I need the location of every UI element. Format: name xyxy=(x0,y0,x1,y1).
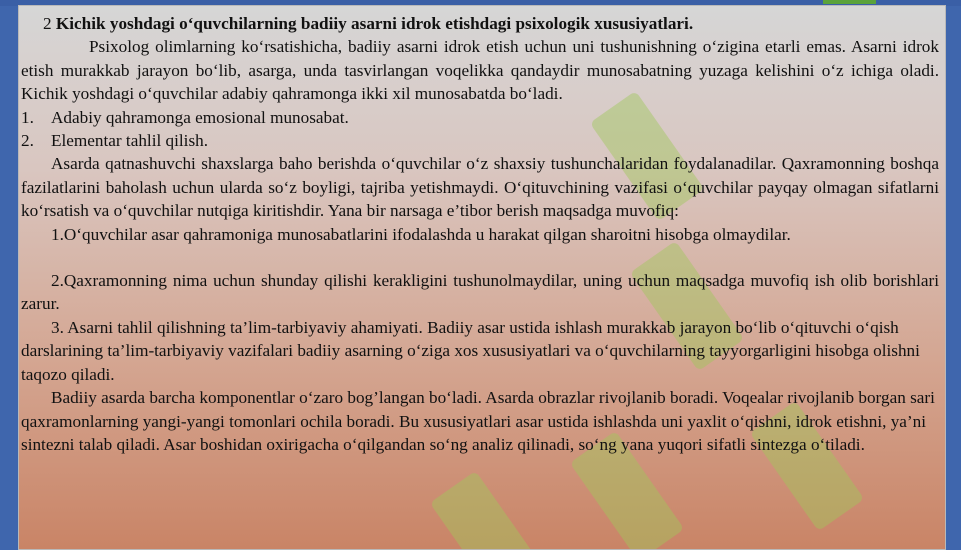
section-title-text: Kichik yoshdagi o‘quvchilarning badiiy asarni idrok etishdagi psixologik xususiyatlari. xyxy=(55,14,694,33)
list-text: Adabiy qahramonga emosional munosabat. xyxy=(51,107,349,127)
paragraph-4: 2.Qaxramonning nima uchun shunday qilishi kerakligini tushunolmaydilar, uning uchun maqsadga muvofiq ish olib borishlari zarur. xyxy=(21,271,939,314)
section-number: 2 xyxy=(43,14,52,33)
paragraph-3: 1.O‘quvchilar asar qahramoniga munosabatlarini ifodalashda u harakat qilgan sharoitni hisobga olmaydilar. xyxy=(51,224,791,244)
list-item xyxy=(21,106,939,129)
paragraph-5: 3. Asarni tahlil qilishning ta’lim-tarbiyaviy ahamiyati. Badiiy asar ustida ishlash murakkab jarayon bo‘lib o‘qituvchi o‘qish darslarining ta’lim-tarbiyaviy vazifalari badiiy asarning o‘ziga xos xususiyatlari va o‘quvchilarning tayyorgarligini hisobga olishni taqozo qiladi. xyxy=(21,317,920,384)
spacer xyxy=(21,246,939,269)
list-number: 1. xyxy=(21,107,34,127)
list-item xyxy=(21,129,939,152)
section-title xyxy=(21,12,939,35)
slide-panel xyxy=(18,5,946,550)
paragraph-1: Psixolog olimlarning ko‘rsatishicha, badiiy asarni idrok etish uchun uni tushunishning o‘zigina etarli emas. Asarni idrok etish murakkab jarayon bo‘lib, asarga, unda tasvirlangan voqelikka qandaydir munosabatning yuzaga kelishini o‘z ichiga oladi. Kichik yoshdagi o‘quvchilar adabiy qahramonga ikki xil munosabatda bo‘ladi. xyxy=(21,37,939,104)
slide-text xyxy=(21,12,939,456)
list-text: Elementar tahlil qilish. xyxy=(51,131,209,151)
paragraph-2: Asarda qatnashuvchi shaxslarga baho berishda o‘quvchilar o‘z shaxsiy tushunchalaridan foydalanadilar. Qaxramonning boshqa fazilatlarini baholash uchun ularda so‘z boyligi, tajriba yetishmaydi. O‘qituvchining vazifasi o‘quvchilar payqay olmagan sifatlarni ko‘rsatish va o‘quvchilar nutqiga kiritishdir. Yana bir narsaga e’tibor berish maqsadga muvofiq: xyxy=(21,154,939,221)
list-number: 2. xyxy=(21,131,34,151)
paragraph-6: Badiiy asarda barcha komponentlar o‘zaro bog’langan bo‘ladi. Asarda obrazlar rivojlanib boradi. Voqealar rivojlanib borgan sari qaxramonlarning yangi-yangi tomonlari ochila boradi. Bu xususiyatlari asar ustida ishlashda uni yaxlit o‘qishni, idrok etishni, ya’ni sintezni talab qiladi. Asar boshidan oxirigacha o‘qilgandan so‘ng analiz qilinadi, so‘ng yana yuqori sifatli sintezga o‘tiladi. xyxy=(21,388,935,454)
watermark-leaf xyxy=(430,471,545,550)
accent-strip xyxy=(823,0,876,4)
